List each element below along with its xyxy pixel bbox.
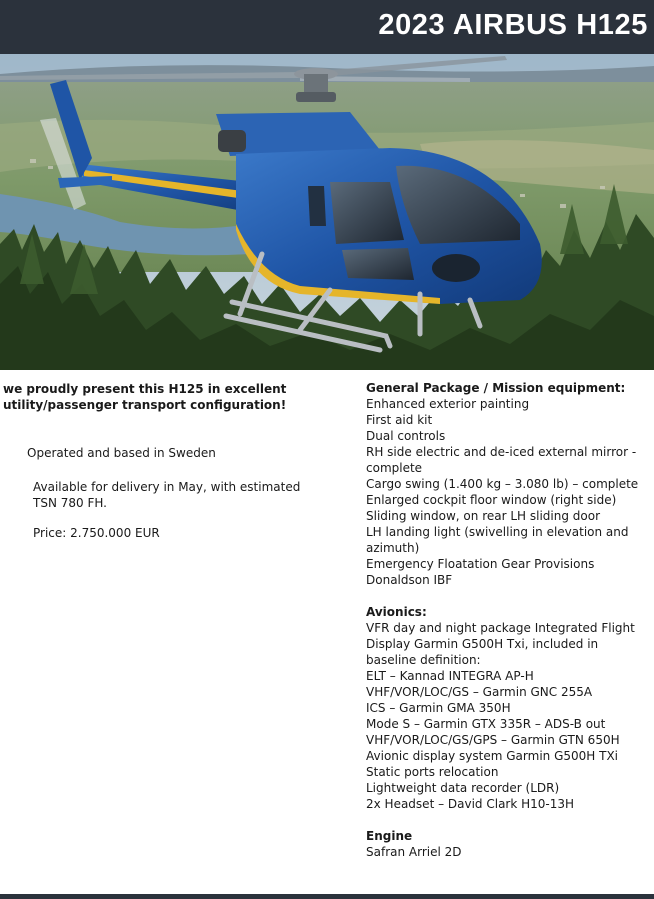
section-engine bbox=[366, 828, 652, 860]
list-item: Emergency Floatation Gear Provisions bbox=[366, 557, 595, 571]
operated-text: Operated and based in Sweden bbox=[27, 446, 216, 460]
list-item: First aid kit bbox=[366, 413, 433, 427]
list-item: Cargo swing (1.400 kg – 3.080 lb) – complete bbox=[366, 477, 639, 491]
list-item: Dual controls bbox=[366, 429, 446, 443]
list-item: VHF/VOR/LOC/GS/GPS – Garmin GTN 650H bbox=[366, 733, 620, 747]
footer-bar bbox=[0, 894, 654, 899]
list-item: VFR day and night package Integrated Flight Display Garmin G500H Txi, included in baseline definition: bbox=[366, 621, 635, 667]
list-item: Static ports relocation bbox=[366, 765, 499, 779]
list-item: Enhanced exterior painting bbox=[366, 397, 530, 411]
list-item: VHF/VOR/LOC/GS – Garmin GNC 255A bbox=[366, 685, 593, 699]
price-text: Price: 2.750.000 EUR bbox=[33, 526, 160, 540]
list-item: ICS – Garmin GMA 350H bbox=[366, 701, 511, 715]
availability-text: Available for delivery in May, with estimated TSN 780 FH. bbox=[33, 480, 301, 510]
list-item: Sliding window, on rear LH sliding door bbox=[366, 509, 601, 523]
list-item: Safran Arriel 2D bbox=[366, 845, 462, 859]
helicopter-photo bbox=[0, 54, 654, 370]
list-item: Mode S – Garmin GTX 335R – ADS-B out bbox=[366, 717, 606, 731]
spec-list bbox=[366, 844, 652, 860]
spec-list bbox=[366, 620, 652, 812]
page-title: 2023 AIRBUS H125 bbox=[378, 9, 648, 41]
intro-text: we proudly present this H125 in excellent utility/passenger transport configuration! bbox=[3, 382, 287, 412]
section-avionics bbox=[366, 604, 652, 812]
list-item: 2x Headset – David Clark H10-13H bbox=[366, 797, 575, 811]
list-item: ELT – Kannad INTEGRA AP-H bbox=[366, 669, 534, 683]
specs-column bbox=[366, 380, 652, 860]
section-heading: Engine bbox=[366, 829, 413, 843]
list-item: Donaldson IBF bbox=[366, 573, 453, 587]
list-item: RH side electric and de-iced external mirror - complete bbox=[366, 445, 637, 475]
spec-list bbox=[366, 396, 652, 588]
list-item: LH landing light (swivelling in elevation and azimuth) bbox=[366, 525, 629, 555]
section-heading: Avionics: bbox=[366, 605, 427, 619]
header-bar bbox=[0, 0, 654, 54]
section-heading: General Package / Mission equipment: bbox=[366, 381, 626, 395]
list-item: Lightweight data recorder (LDR) bbox=[366, 781, 560, 795]
section-general-package bbox=[366, 380, 652, 588]
list-item: Enlarged cockpit floor window (right side) bbox=[366, 493, 617, 507]
list-item: Avionic display system Garmin G500H TXi bbox=[366, 749, 618, 763]
